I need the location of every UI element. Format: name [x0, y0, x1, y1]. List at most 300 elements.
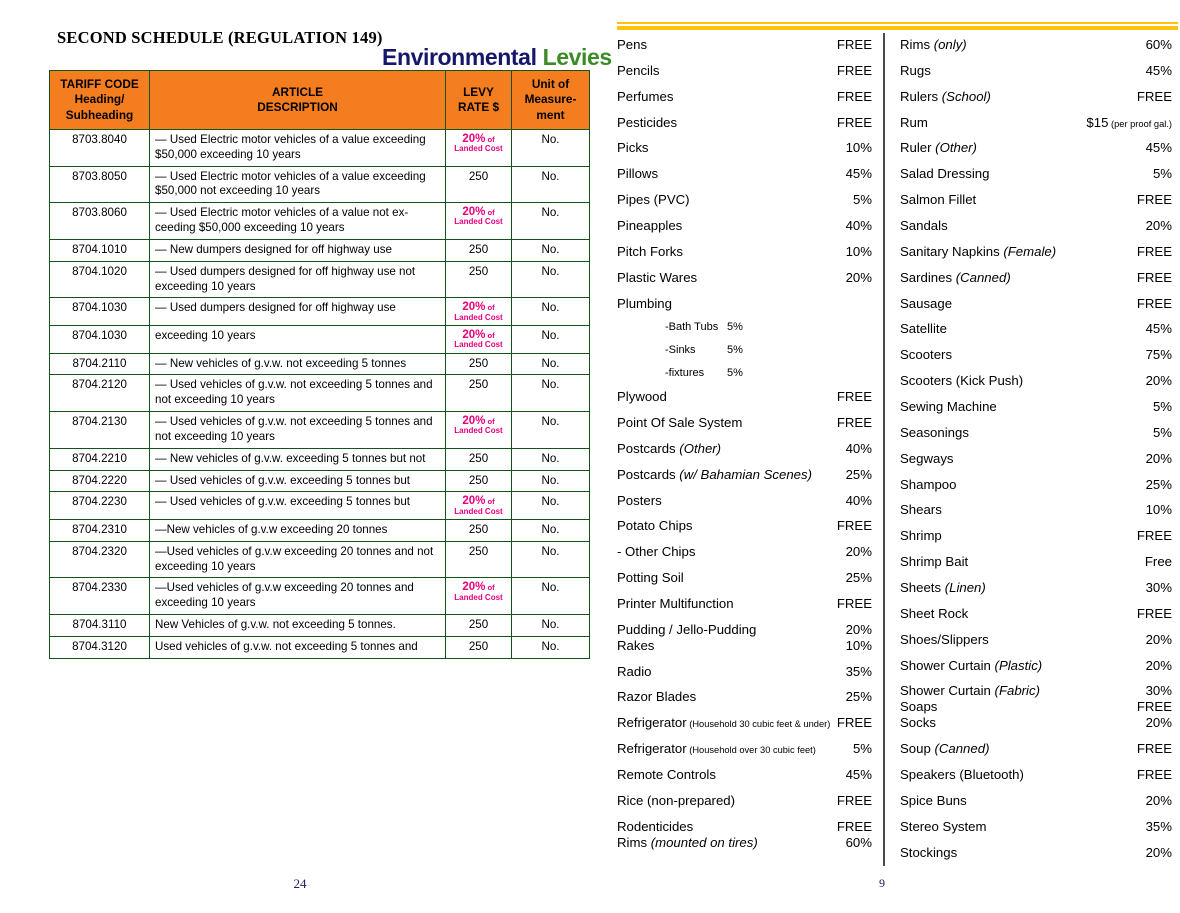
levy-item-rate-value: FREE	[836, 62, 872, 78]
levy-item-rate	[1137, 742, 1172, 756]
levy-list-item	[617, 597, 872, 611]
levy-item-qualifier: (School)	[938, 88, 991, 104]
levy-list-item	[900, 141, 1172, 155]
landed-cost-rate	[451, 206, 506, 227]
levy-item-rate	[1137, 607, 1172, 621]
cell-levy-rate	[446, 578, 512, 615]
levy-item-rate-value: FREE	[1136, 295, 1172, 311]
levy-item-label: Segways	[900, 450, 954, 466]
levy-item-rate-value: 25%	[845, 689, 872, 705]
landed-cost-label: Landed Cost	[454, 312, 503, 322]
cell-tariff-code: 8703.8060	[50, 203, 150, 240]
landed-cost-label: Landed Cost	[454, 217, 503, 227]
levy-list-item	[900, 555, 1172, 569]
table-row	[50, 541, 590, 578]
levy-list-item	[900, 820, 1172, 834]
levy-item-qualifier: (Canned)	[952, 269, 1011, 285]
levy-item-rate-value: 20%	[1145, 373, 1172, 389]
levy-item-rate-value: 25%	[845, 466, 872, 482]
levy-item-rate-value: FREE	[1136, 192, 1172, 208]
levy-list-item	[617, 820, 872, 834]
levy-item-rate-value: 45%	[1145, 140, 1172, 156]
levy-list-item	[900, 348, 1172, 362]
levy-item-name	[900, 529, 942, 543]
levy-list-item	[617, 571, 872, 585]
levy-item-label: Pencils	[617, 62, 660, 78]
levy-item-name	[900, 633, 989, 647]
levy-item-rate	[1137, 245, 1172, 259]
column-header-article-description	[150, 71, 446, 130]
levy-item-rate-value: 5%	[727, 321, 743, 334]
levy-item-rate	[1146, 374, 1172, 388]
cell-tariff-code: 8704.2120	[50, 375, 150, 412]
cell-tariff-code: 8704.2130	[50, 412, 150, 449]
cell-article-description: —Used vehicles of g.v.w exceeding 20 tonnes and not exceeding 10 years	[150, 541, 446, 578]
landed-cost-percent: 20%	[462, 415, 486, 428]
cell-article-description: New Vehicles of g.v.w. not exceeding 5 tonnes.	[150, 615, 446, 637]
levy-item-name	[617, 571, 684, 585]
levy-list-item	[617, 90, 872, 104]
landed-cost-rate	[451, 581, 506, 602]
levy-list-item	[617, 639, 872, 653]
header-line-2: Heading/	[74, 92, 125, 107]
landed-cost-rate	[451, 301, 506, 322]
landed-cost-rate	[451, 133, 506, 154]
column-divider-line	[883, 33, 885, 866]
levy-item-rate	[837, 416, 872, 430]
levy-list-item	[900, 742, 1172, 756]
levy-item-rate	[1146, 503, 1172, 517]
levy-item-label: -Bath Tubs	[665, 321, 719, 334]
levy-item-rate-value: 20%	[845, 544, 872, 560]
header-line-2: DESCRIPTION	[257, 99, 338, 114]
levy-item-rate	[846, 271, 872, 285]
levy-item-label: Rulers	[900, 88, 939, 104]
levy-item-rate-value: $15	[1086, 114, 1109, 130]
cell-tariff-code: 8704.2210	[50, 448, 150, 470]
levy-list-item	[617, 297, 872, 311]
levy-item-name	[617, 468, 812, 482]
levy-list-item	[900, 400, 1172, 414]
levy-item-label: Pens	[617, 37, 648, 52]
levy-item-name	[617, 742, 816, 756]
cell-levy-rate: 250	[446, 375, 512, 412]
cell-tariff-code: 8704.2330	[50, 578, 150, 615]
levy-item-label: Plastic Wares	[617, 269, 698, 285]
levy-item-rate-value: 10%	[845, 637, 872, 653]
levy-item-rate-value: FREE	[836, 518, 872, 534]
levy-item-rate-value: 30%	[1145, 580, 1172, 596]
cell-levy-rate	[446, 412, 512, 449]
levy-item-name	[617, 193, 690, 207]
table-row	[50, 353, 590, 375]
levy-item-name	[617, 390, 667, 404]
cell-article-description: — Used vehicles of g.v.w. exceeding 5 tonnes but	[150, 470, 446, 492]
levy-item-rate	[837, 390, 872, 404]
levy-item-name	[617, 167, 658, 181]
levy-item-name	[900, 374, 1023, 388]
levy-list-item	[617, 38, 872, 52]
levy-item-name	[617, 297, 672, 311]
levy-item-rate	[1137, 700, 1172, 714]
levy-item-rate	[846, 571, 872, 585]
levy-item-label: Shower Curtain	[900, 657, 991, 673]
levy-list-item	[900, 700, 1172, 714]
cell-unit-of-measurement: No.	[512, 261, 590, 298]
levy-item-label: Rodenticides	[617, 818, 694, 834]
levy-list-item	[617, 167, 872, 181]
levy-item-name	[617, 442, 721, 456]
levy-item-name	[900, 742, 989, 756]
levy-item-rate	[846, 141, 872, 155]
levy-item-rate	[837, 116, 872, 130]
levy-item-rate-value: FREE	[836, 37, 872, 52]
cell-unit-of-measurement: No.	[512, 578, 590, 615]
cell-article-description: —Used vehicles of g.v.w exceeding 20 tonnes and exceeding 10 years	[150, 578, 446, 615]
levy-item-rate	[1146, 219, 1172, 233]
levy-item-label: Soup	[900, 741, 931, 757]
levy-item-rate-value: FREE	[1136, 605, 1172, 621]
landed-cost-of: of	[485, 583, 495, 593]
levy-item-label: Rum	[900, 114, 928, 130]
levy-item-rate-value: 45%	[845, 166, 872, 182]
levy-item-qualifier: (Fabric)	[990, 683, 1040, 699]
table-row	[50, 239, 590, 261]
cell-tariff-code: 8704.2110	[50, 353, 150, 375]
levy-item-rate-value: 60%	[845, 834, 872, 850]
table-row	[50, 578, 590, 615]
levy-item-label: Sewing Machine	[900, 399, 997, 415]
table-row	[50, 166, 590, 203]
levy-list-item	[617, 116, 872, 130]
levy-item-rate-value: FREE	[836, 595, 872, 611]
table-row	[50, 261, 590, 298]
levy-item-rate	[846, 836, 872, 850]
header-line-1: Unit of	[531, 77, 570, 91]
cell-levy-rate: 250	[446, 166, 512, 203]
environmental-levies-heading	[382, 44, 612, 71]
levy-item-label: Scooters (Kick Push)	[900, 373, 1024, 389]
levy-list-item	[617, 690, 872, 704]
levy-item-rate	[837, 794, 872, 808]
page-number-right: 9	[879, 876, 885, 890]
levy-list-item	[617, 442, 872, 456]
levy-item-rate	[846, 665, 872, 679]
levy-item-rate-value: 20%	[1145, 631, 1172, 647]
levy-item-rate-value: FREE	[836, 389, 872, 405]
levy-list-item	[900, 64, 1172, 78]
levy-list-item	[900, 271, 1172, 285]
levy-item-name	[900, 400, 997, 414]
levy-item-rate-value: FREE	[1136, 88, 1172, 104]
levy-list-item	[900, 193, 1172, 207]
levy-item-name	[900, 503, 942, 517]
landed-cost-percent: 20%	[462, 206, 486, 219]
table-row	[50, 519, 590, 541]
levy-item-label: Picks	[617, 140, 649, 156]
levy-item-rate	[837, 519, 872, 533]
levy-item-name	[900, 820, 987, 834]
column-header-tariff-code	[50, 71, 150, 130]
cell-unit-of-measurement: No.	[512, 203, 590, 240]
levy-item-rate	[846, 468, 872, 482]
cell-levy-rate: 250	[446, 470, 512, 492]
levy-list-item	[617, 345, 872, 357]
levy-item-qualifier: (Other)	[675, 440, 722, 456]
levy-item-label: Shrimp Bait	[900, 554, 969, 570]
cell-levy-rate: 250	[446, 239, 512, 261]
landed-cost-percent: 20%	[462, 132, 486, 145]
levy-item-rate	[837, 64, 872, 78]
levy-list-item	[900, 478, 1172, 492]
levy-item-name	[900, 219, 948, 233]
levy-item-rate-value: 40%	[845, 218, 872, 234]
levy-item-rate	[846, 494, 872, 508]
levy-item-label: Shrimp	[900, 528, 942, 544]
levy-list-item	[900, 322, 1172, 336]
levy-item-label: - Other Chips	[617, 544, 696, 560]
levy-item-rate	[1146, 633, 1172, 647]
landed-cost-label: Landed Cost	[454, 506, 503, 516]
cell-levy-rate	[446, 129, 512, 166]
levy-item-name	[900, 452, 954, 466]
levy-list-item	[900, 794, 1172, 808]
levy-list-item	[617, 665, 872, 679]
landed-cost-label: Landed Cost	[454, 426, 503, 436]
levy-item-label: Pillows	[617, 166, 659, 182]
levy-item-rate	[727, 345, 761, 357]
levy-item-label: Potting Soil	[617, 570, 684, 586]
cell-unit-of-measurement: No.	[512, 470, 590, 492]
header-line-1: LEVY	[463, 84, 494, 99]
levy-item-label: Point Of Sale System	[617, 414, 743, 430]
levy-item-rate-value: 40%	[845, 440, 872, 456]
levy-item-rate	[1137, 271, 1172, 285]
levy-item-name	[665, 345, 727, 357]
landed-cost-of: of	[485, 331, 495, 340]
levy-list-item	[900, 297, 1172, 311]
levy-list-item	[900, 503, 1172, 517]
levy-list-item	[900, 426, 1172, 440]
levy-item-rate-value: 45%	[845, 766, 872, 782]
levy-item-rate-value: 20%	[845, 621, 872, 637]
levy-item-label: Remote Controls	[617, 766, 716, 782]
levy-item-name	[900, 38, 967, 52]
levy-item-label: Refrigerator	[617, 715, 687, 731]
levy-item-name	[900, 716, 936, 730]
levy-item-rate-value: 5%	[1152, 399, 1172, 415]
levy-list-item	[617, 716, 872, 730]
landed-cost-percent: 20%	[462, 329, 486, 341]
table-row	[50, 412, 590, 449]
levy-item-name	[617, 820, 693, 834]
header-line-1: ARTICLE	[271, 84, 324, 99]
cell-levy-rate: 250	[446, 448, 512, 470]
table-row	[50, 470, 590, 492]
levy-item-label: Posters	[617, 492, 662, 508]
table-row	[50, 636, 590, 658]
levy-item-label: Rims	[900, 37, 931, 52]
levy-item-name	[617, 141, 649, 155]
levy-item-label: Pudding / Jello-Pudding	[617, 621, 757, 637]
landed-cost-label: Landed Cost	[454, 144, 503, 154]
levy-item-rate	[837, 820, 872, 834]
cell-levy-rate: 250	[446, 636, 512, 658]
levy-item-rate-value: 20%	[1145, 715, 1172, 731]
levy-list-item	[900, 167, 1172, 181]
levy-item-name	[900, 555, 968, 569]
levy-item-name	[900, 768, 1024, 782]
landed-cost-label: Landed Cost	[454, 592, 503, 602]
levy-list-item	[900, 716, 1172, 730]
cell-levy-rate: 250	[446, 261, 512, 298]
levy-item-rate	[1146, 38, 1172, 52]
levy-item-rate-value: FREE	[1136, 766, 1172, 782]
levy-item-rate-value: 20%	[1145, 792, 1172, 808]
landed-cost-rate	[451, 329, 506, 350]
levy-item-rate	[1153, 426, 1172, 440]
levy-item-rate-value: Free	[1144, 554, 1172, 570]
cell-levy-rate	[446, 203, 512, 240]
levy-item-label: Refrigerator	[617, 741, 687, 757]
table-row	[50, 298, 590, 326]
levy-item-rate	[846, 690, 872, 704]
landed-cost-percent: 20%	[462, 495, 486, 508]
cell-levy-rate: 250	[446, 519, 512, 541]
header-line-3: ment	[536, 107, 565, 122]
levy-item-qualifier: (Canned)	[930, 741, 990, 757]
levy-item-name	[617, 690, 696, 704]
levy-list-item	[617, 794, 872, 808]
levy-item-rate	[1146, 141, 1172, 155]
levy-item-label: Potato Chips	[617, 518, 693, 534]
levy-list-item	[617, 519, 872, 533]
cell-unit-of-measurement: No.	[512, 492, 590, 520]
landed-cost-percent: 20%	[462, 581, 486, 594]
levy-item-label: Sanitary Napkins	[900, 243, 1000, 259]
levy-list-item	[617, 416, 872, 430]
table-row	[50, 375, 590, 412]
levy-list-item	[900, 607, 1172, 621]
levy-item-name	[900, 700, 937, 714]
levy-item-label: Salmon Fillet	[900, 192, 977, 208]
page-title: SECOND SCHEDULE (REGULATION 149)	[57, 28, 383, 47]
levy-item-label: -Sinks	[665, 344, 696, 356]
levy-item-rate-value: FREE	[836, 114, 872, 130]
levy-item-label: Shampoo	[900, 476, 957, 492]
cell-tariff-code: 8704.1030	[50, 326, 150, 354]
levy-item-label: Ruler	[900, 140, 932, 156]
levy-list-item	[900, 90, 1172, 104]
levy-item-qualifier: (only)	[930, 37, 967, 52]
levy-item-name	[900, 297, 952, 311]
cell-unit-of-measurement: No.	[512, 353, 590, 375]
levy-item-rate	[1146, 659, 1172, 673]
levy-item-name	[617, 271, 697, 285]
cell-tariff-code: 8704.3110	[50, 615, 150, 637]
levy-item-label: Shower Curtain	[900, 683, 991, 699]
levy-item-rate-value: 20%	[845, 269, 872, 285]
levy-item-rate-value: 45%	[1145, 321, 1172, 337]
cell-article-description: — Used vehicles of g.v.w. exceeding 5 tonnes but	[150, 492, 446, 520]
levy-list-item	[617, 245, 872, 259]
levy-item-label: Pipes (PVC)	[617, 192, 690, 208]
levy-item-qualifier: (Plastic)	[990, 657, 1043, 673]
levy-list-item	[900, 684, 1172, 698]
levy-item-label: Radio	[617, 663, 652, 679]
levy-item-name	[900, 167, 989, 181]
levy-list-item	[900, 116, 1172, 130]
levy-list-item	[900, 245, 1172, 259]
cell-levy-rate	[446, 492, 512, 520]
levy-item-label: Rugs	[900, 62, 931, 78]
levy-item-label: Seasonings	[900, 424, 969, 440]
levy-list-item	[617, 494, 872, 508]
levy-item-label: Scooters	[900, 347, 953, 363]
levy-list-item	[900, 846, 1172, 860]
levy-item-rate-value: 60%	[1145, 37, 1172, 52]
levy-item-name	[900, 271, 1011, 285]
levy-item-qualifier: (mounted on tires)	[647, 834, 758, 850]
levy-list-item	[900, 768, 1172, 782]
levy-item-rate	[1146, 348, 1172, 362]
cell-levy-rate: 250	[446, 615, 512, 637]
levy-item-name	[900, 64, 931, 78]
table-row	[50, 615, 590, 637]
levy-item-rate	[853, 193, 872, 207]
levy-item-rate	[1153, 167, 1172, 181]
levy-item-rate-value: 5%	[852, 192, 872, 208]
levy-item-rate	[1146, 684, 1172, 698]
levy-item-rate	[1146, 716, 1172, 730]
levy-item-rate	[846, 442, 872, 456]
levy-list-item	[617, 271, 872, 285]
cell-tariff-code: 8704.2220	[50, 470, 150, 492]
landed-cost-of: of	[485, 303, 495, 313]
levy-item-rate	[837, 597, 872, 611]
levy-list-column-middle	[617, 38, 872, 851]
levy-item-label: Shoes/Slippers	[900, 631, 989, 647]
levy-item-name	[900, 141, 977, 155]
levy-list-item	[617, 322, 872, 334]
levy-list-item	[617, 545, 872, 559]
levy-item-rate-value: 10%	[845, 243, 872, 259]
levy-item-rate-value: 5%	[727, 344, 743, 356]
cell-tariff-code: 8703.8050	[50, 166, 150, 203]
landed-cost-percent: 20%	[462, 301, 486, 314]
levy-list-item	[617, 468, 872, 482]
levy-item-label: Satellite	[900, 321, 947, 337]
levy-item-note: (Household 30 cubic feet & under)	[686, 719, 831, 730]
heading-word-environmental: Environmental	[382, 44, 537, 70]
levy-item-name	[900, 90, 991, 104]
levy-item-label: Salad Dressing	[900, 166, 990, 182]
levy-item-rate-value: 5%	[1152, 424, 1172, 440]
cell-unit-of-measurement: No.	[512, 412, 590, 449]
levy-item-rate-value: FREE	[836, 88, 872, 104]
levy-list-item	[617, 141, 872, 155]
cell-levy-rate	[446, 326, 512, 354]
levy-item-name	[900, 794, 967, 808]
levy-item-name	[617, 90, 673, 104]
levy-item-name	[900, 607, 968, 621]
levy-item-qualifier: (w/ Bahamian Scenes)	[675, 466, 812, 482]
levy-item-name	[617, 716, 830, 730]
levy-item-name	[900, 348, 952, 362]
levy-item-label: Pesticides	[617, 114, 678, 130]
column-header-unit-of-measurement	[512, 71, 590, 130]
levy-list-item	[900, 38, 1172, 52]
